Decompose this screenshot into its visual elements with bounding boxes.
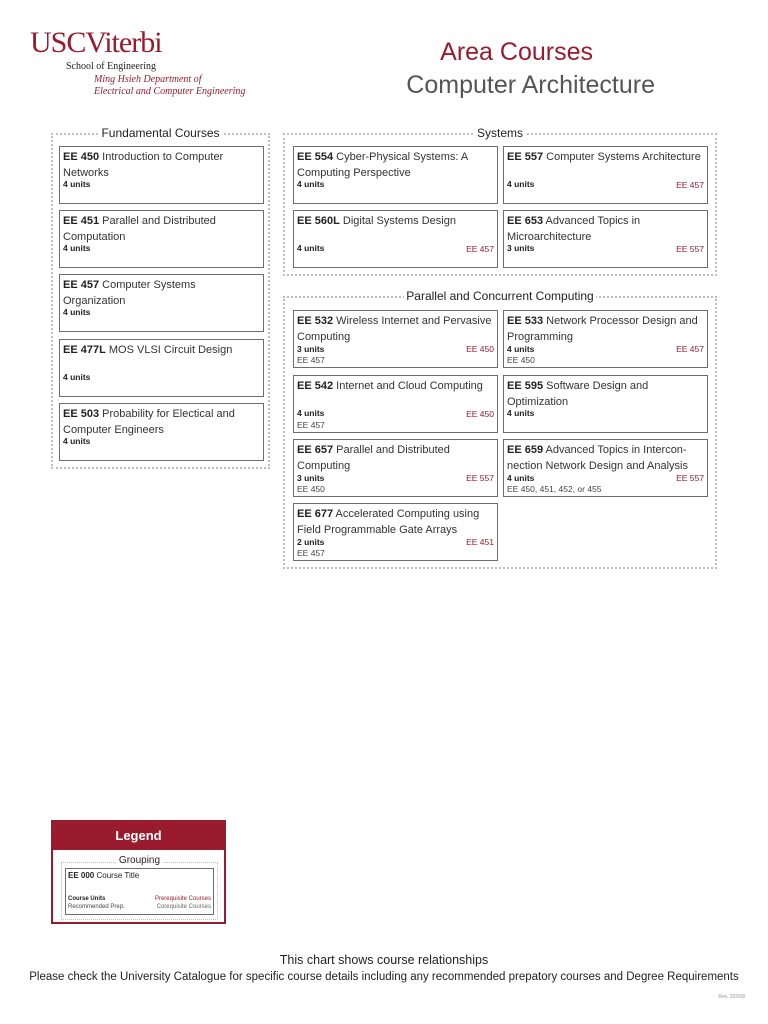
course-title: Parallel and Distributed Computing (297, 444, 450, 472)
course-units: 3 units (507, 243, 535, 253)
legend-recommended: Recommended Prep. (68, 904, 125, 910)
course-code: EE 554 (297, 151, 334, 163)
course-title: Cyber-Physical Systems: A Computing Perspective (297, 151, 468, 179)
course-ee560l (293, 210, 498, 268)
course-prerequisite: EE 457 (466, 244, 494, 254)
course-units: 4 units (297, 408, 325, 418)
course-ee653 (503, 210, 708, 268)
footer-catalogue-note: Please check the University Catalogue for specific course details including any recommended prepatory courses and Degree Requirements (29, 971, 739, 983)
course-units: 4 units (63, 307, 91, 317)
course-units: 4 units (63, 372, 91, 382)
course-title: Introduction to Computer Networks (63, 151, 224, 179)
group-parallel-concurrent (283, 289, 717, 569)
course-code: EE 653 (507, 215, 544, 227)
course-units: 4 units (297, 243, 325, 253)
group-label-parallel: Parallel and Concurrent Computing (406, 289, 594, 303)
course-title: MOS VLSI Circuit Design (108, 344, 233, 356)
page-title: Area Courses (440, 38, 593, 66)
course-title: Network Processor Design and Programming (507, 315, 698, 343)
logo-dept-line2: Electrical and Computer Engineering (94, 86, 246, 97)
course-ee659 (503, 439, 708, 497)
course-code: EE 457 (63, 279, 100, 291)
logo-usc-text: USC (30, 26, 86, 59)
logo-viterbi-text: Viterbi (85, 26, 162, 59)
course-prerequisite: EE 457 (676, 180, 704, 190)
course-units: 4 units (507, 408, 535, 418)
legend-prerequisite: Prerequisite Courses (154, 896, 211, 902)
course-title: Parallel and Distributed Computation (63, 215, 216, 243)
course-ee677 (293, 503, 498, 561)
course-prerequisite: EE 557 (676, 244, 704, 254)
group-label-fundamental: Fundamental Courses (101, 126, 220, 140)
course-units: 3 units (297, 344, 325, 354)
course-prerequisite: EE 450 (466, 344, 494, 354)
course-recommended: EE 450 (297, 484, 325, 494)
course-units: 4 units (507, 344, 535, 354)
legend-corequisite: Corequisite Courses (156, 904, 211, 910)
course-code: EE 677 (297, 508, 334, 520)
course-units: 2 units (297, 537, 325, 547)
course-title: Computer Systems Architecture (546, 151, 701, 163)
legend-code: EE 000 (68, 871, 95, 880)
course-title: Probability for Electical and Computer Engineers (63, 408, 235, 436)
course-ee532 (293, 310, 498, 368)
course-recommended: EE 450, 451, 452, or 455 (507, 484, 602, 494)
legend-grouping-label: Grouping (118, 855, 161, 866)
group-systems (283, 126, 717, 276)
course-code: EE 595 (507, 380, 544, 392)
course-ee557 (503, 146, 708, 204)
usc-viterbi-logo (30, 28, 162, 58)
revision-label: Rev. 2020/8 (718, 994, 745, 1000)
course-code: EE 532 (297, 315, 334, 327)
course-title: Advanced Topics in Microarchitecture (507, 215, 641, 243)
course-code: EE 657 (297, 444, 334, 456)
course-units: 3 units (297, 473, 325, 483)
course-units: 4 units (297, 179, 325, 189)
group-fundamental-courses (51, 126, 270, 469)
course-recommended: EE 457 (297, 420, 325, 430)
legend-units: Course Units (68, 896, 106, 902)
legend (51, 820, 226, 924)
course-code: EE 557 (507, 151, 544, 163)
legend-course-title: Course Title (96, 871, 140, 880)
course-recommended: EE 457 (297, 355, 325, 365)
course-title: Computer Systems Organization (63, 279, 196, 307)
legend-course-box (65, 868, 214, 915)
course-code: EE 450 (63, 151, 100, 163)
course-units: 4 units (507, 179, 535, 189)
course-recommended: EE 450 (507, 355, 535, 365)
course-code: EE 477L (63, 344, 106, 356)
course-ee450 (59, 146, 264, 204)
course-title: Internet and Cloud Computing (336, 380, 483, 392)
course-code: EE 542 (297, 380, 334, 392)
legend-title: Legend (53, 822, 224, 850)
course-units: 4 units (63, 179, 91, 189)
course-units: 4 units (507, 473, 535, 483)
course-ee595 (503, 375, 708, 433)
course-title: Software Design and Optimization (507, 380, 649, 408)
course-ee503 (59, 403, 264, 461)
page-subtitle: Computer Architecture (406, 71, 655, 99)
course-title: Accelerated Computing using Field Programmable Gate Arrays (297, 508, 480, 536)
group-label-systems: Systems (476, 126, 523, 140)
course-ee533 (503, 310, 708, 368)
logo-department (94, 74, 245, 98)
logo-school-text: School of Engineering (66, 61, 156, 72)
page-title-block (300, 36, 655, 102)
course-ee554 (293, 146, 498, 204)
course-code: EE 659 (507, 444, 544, 456)
course-title: Digital Systems Design (342, 215, 456, 227)
course-title: Advanced Topics in Intercon-nection Network Design and Analysis (507, 444, 688, 472)
course-prerequisite: EE 557 (466, 473, 494, 483)
course-ee457 (59, 274, 264, 332)
course-prerequisite: EE 450 (466, 409, 494, 419)
course-units: 4 units (63, 436, 91, 446)
course-code: EE 533 (507, 315, 544, 327)
course-recommended: EE 457 (297, 548, 325, 558)
course-ee542 (293, 375, 498, 433)
course-code: EE 560L (297, 215, 340, 227)
course-prerequisite: EE 451 (466, 537, 494, 547)
course-ee657 (293, 439, 498, 497)
course-units: 4 units (63, 243, 91, 253)
logo-dept-line1: Ming Hsieh Department of (94, 74, 202, 85)
footer-note: This chart shows course relationships (279, 953, 489, 967)
course-ee477l (59, 339, 264, 397)
course-code: EE 503 (63, 408, 100, 420)
course-prerequisite: EE 457 (676, 344, 704, 354)
course-title: Wireless Internet and Pervasive Computing (297, 315, 492, 343)
course-ee451 (59, 210, 264, 268)
legend-grouping (61, 855, 218, 920)
course-prerequisite: EE 557 (676, 473, 704, 483)
course-code: EE 451 (63, 215, 100, 227)
